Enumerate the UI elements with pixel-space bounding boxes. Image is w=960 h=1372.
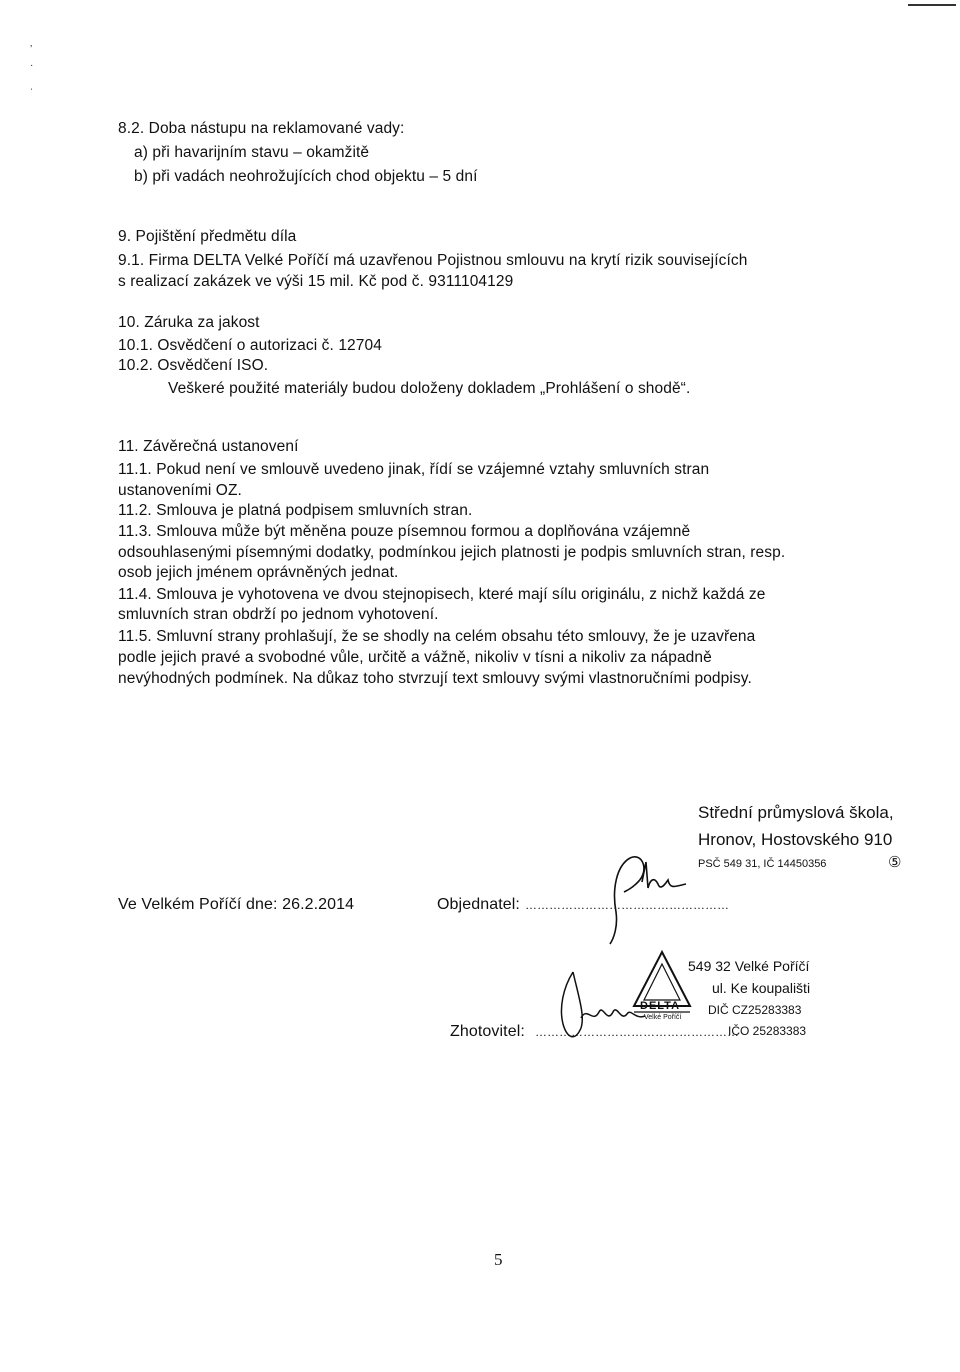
item-11-5-line3: nevýhodných podmínek. Na důkaz toho stvrzují text smlouvy svými vlastnoručními podpisy. [118,670,752,687]
margin-mark-bottom: ˈ [30,88,34,99]
section-10-heading: 10. Záruka za jakost [118,314,260,331]
margin-mark-middle: · [30,60,34,71]
item-10-1: 10.1. Osvědčení o autorizaci č. 12704 [118,337,382,354]
item-8-2-a: a) při havarijním stavu – okamžitě [134,144,370,161]
item-10-2: 10.2. Osvědčení ISO. [118,357,269,374]
delta-logo-sub: Velké Poříčí [644,1014,682,1021]
client-stamp-line2: Hronov, Hostovského 910 [698,830,893,849]
corner-scan-artifact [908,4,956,6]
item-10-note: Veškeré použité materiály budou doloženy dokladem „Prohlášení o shodě“. [168,380,691,397]
place-and-date: Ve Velkém Poříčí dne: 26.2.2014 [118,896,355,913]
delta-logo-text: DELTA [640,1000,681,1012]
item-11-1-line2: ustanoveními OZ. [118,482,242,499]
contractor-stamp-line2: ul. Ke koupališti [712,980,811,996]
item-9-1-line1: 9.1. Firma DELTA Velké Poříčí má uzavřenou Pojistnou smlouvu na krytí rizik souvisejících [118,252,748,269]
client-stamp-mark: ⑤ [888,854,902,871]
client-signature [590,840,710,950]
section-9-heading: 9. Pojištění předmětu díla [118,228,297,245]
contractor-label: Zhotovitel: [450,1023,525,1040]
section-11-heading: 11. Závěrečná ustanovení [118,438,299,455]
client-stamp-line3: PSČ 549 31, IČ 14450356 [698,858,827,870]
item-11-3-line1: 11.3. Smlouva může být měněna pouze písemnou formou a doplňována vzájemně [118,523,691,540]
page-number: 5 [494,1250,503,1269]
contractor-stamp-line1: 549 32 Velké Poříčí [688,958,810,974]
item-8-2-b: b) při vadách neohrožujících chod objektu – 5 dní [134,168,478,185]
item-11-2: 11.2. Smlouva je platná podpisem smluvních stran. [118,502,473,519]
margin-mark-top: ‚ [30,38,33,49]
contractor-signature-dots: …………………………………………… [535,1025,739,1039]
item-11-1-line1: 11.1. Pokud není ve smlouvě uvedeno jinak, řídí se vzájemné vztahy smluvních stran [118,461,710,478]
item-11-5-line1: 11.5. Smluvní strany prohlašují, že se shodly na celém obsahu této smlouvy, že je uzavřena [118,628,756,645]
item-11-3-line2: odsouhlasenými písemnými dodatky, podmínkou jejich platnosti je podpis smluvních stran, resp. [118,544,786,561]
item-8-2: 8.2. Doba nástupu na reklamované vady: [118,120,405,137]
client-stamp-line1: Střední průmyslová škola, [698,803,894,822]
contractor-stamp-line4: IČO 25283383 [728,1024,807,1038]
item-11-4-line2: smluvních stran obdrží po jednom vyhotovení. [118,606,439,623]
client-signature-dots: …………………………………………… [525,898,729,912]
contractor-stamp-line3: DIČ CZ25283383 [708,1003,802,1017]
item-9-1-line2: s realizací zakázek ve výši 15 mil. Kč pod č. 9311104129 [118,273,514,290]
item-11-4-line1: 11.4. Smlouva je vyhotovena ve dvou stejnopisech, které mají sílu originálu, z nichž každá ze [118,586,766,603]
item-11-3-line3: osob jejich jménem oprávněných jednat. [118,564,399,581]
item-11-5-line2: podle jejich pravé a svobodné vůle, určitě a vážně, nikoliv v tísni a nikoliv za nápadně [118,649,712,666]
client-label: Objednatel: [437,896,520,913]
